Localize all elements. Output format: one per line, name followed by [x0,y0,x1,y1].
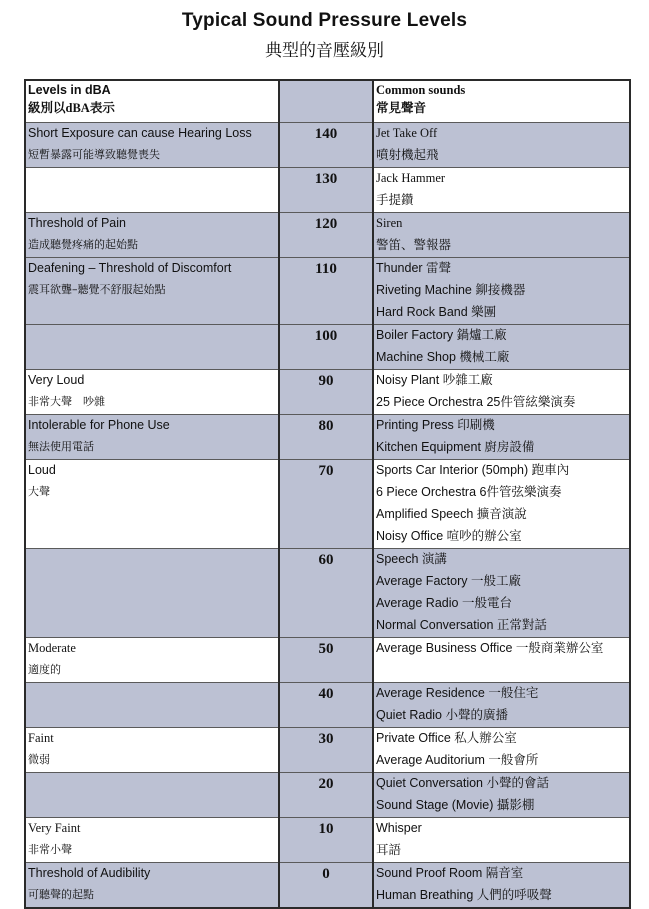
level-description [28,549,276,571]
common-sound: Sound Stage (Movie) 攝影棚 [376,798,535,812]
table-row [25,728,630,773]
common-sound: Quiet Conversation 小聲的會話 [376,776,549,790]
sounds-header-cn: 常見聲音 [376,101,427,115]
table-row [25,258,630,325]
db-value: 100 [279,325,373,370]
level-description-cn: 無法使用電話 [28,440,94,453]
levels-header-en: Levels in dBA [28,83,111,97]
level-description-cn: 微弱 [28,753,50,766]
level-description-cn: 造成聽覺疼痛的起始點 [28,238,138,251]
db-value: 20 [279,773,373,818]
common-sound: Siren [376,216,403,230]
page-title: Typical Sound Pressure Levels [181,10,468,31]
common-sound: Private Office 私人辦公室 [376,731,517,745]
common-sound: Average Business Office 一般商業辦公室 [376,641,604,655]
level-description: Deafening – Threshold of Discomfort [28,261,232,275]
common-sounds-cell [373,638,630,683]
level-description: Loud [28,463,56,477]
common-sound: Quiet Radio 小聲的廣播 [376,708,508,722]
db-value: 120 [279,213,373,258]
common-sounds-cell [373,325,630,370]
level-description-cn [28,795,276,817]
level-description-cell [25,818,279,863]
level-description-cn [28,705,276,727]
common-sounds-cell [373,728,630,773]
level-description-cn: 大聲 [28,485,50,498]
common-sound: Average Residence 一般住宅 [376,686,539,700]
common-sound: 6 Piece Orchestra 6件管弦樂演奏 [376,485,562,499]
common-sounds-cell [373,683,630,728]
level-description-cell [25,460,279,549]
common-sounds-cell [373,863,630,909]
table-row [25,638,630,683]
level-description-cn [28,347,276,369]
table-row [25,370,630,415]
level-description-cell [25,683,279,728]
common-sound: 噴射機起飛 [376,148,439,162]
level-description-cn: 適度的 [28,663,61,676]
common-sounds-cell [373,460,630,549]
level-description-cn [28,571,276,593]
db-value: 70 [279,460,373,549]
sound-levels-table [24,79,631,909]
level-description-cn [28,190,276,212]
level-description [28,168,276,190]
level-description-cell [25,638,279,683]
common-sound: Sound Proof Room 隔音室 [376,866,524,880]
db-value: 50 [279,638,373,683]
common-sound: Speech 演講 [376,552,447,566]
level-description: Very Loud [28,373,85,387]
level-description [28,773,276,795]
common-sound: Noisy Plant 吵雜工廠 [376,373,493,387]
level-description-cn: 震耳欲聾–聽覺不舒服起始點 [28,283,166,296]
common-sound: Sports Car Interior (50mph) 跑車內 [376,463,570,477]
common-sounds-cell [373,123,630,168]
common-sound: 25 Piece Orchestra 25件管絃樂演奏 [376,395,576,409]
common-sound: Boiler Factory 鍋爐工廠 [376,328,507,342]
common-sound: Noisy Office 喧吵的辦公室 [376,529,522,543]
common-sound: Human Breathing 人們的呼吸聲 [376,888,552,902]
db-value: 110 [279,258,373,325]
level-description [28,683,276,705]
level-description-cell [25,123,279,168]
level-description-cell [25,370,279,415]
common-sound: Machine Shop 機械工廠 [376,350,510,364]
common-sound: 手提鑽 [376,193,414,207]
common-sounds-cell [373,370,630,415]
db-value: 80 [279,415,373,460]
db-header [279,80,373,123]
level-description: Threshold of Audibility [28,866,151,880]
common-sound: Printing Press 印刷機 [376,418,495,432]
level-description [28,325,276,347]
sounds-header [373,80,630,123]
level-description: Very Faint [28,821,81,835]
level-description: Intolerable for Phone Use [28,418,170,432]
level-description: Faint [28,731,54,745]
level-description-cell [25,168,279,213]
levels-header-cn: 級別以dBA表示 [28,101,115,115]
level-description-cn: 可聽聲的起點 [28,888,94,901]
common-sound: 耳語 [376,843,402,857]
common-sound: Riveting Machine 鉚接機器 [376,283,526,297]
common-sounds-cell [373,818,630,863]
common-sound [376,660,627,682]
table-row [25,863,630,909]
common-sound: Amplified Speech 擴音演說 [376,507,527,521]
table-row [25,325,630,370]
level-description: Threshold of Pain [28,216,126,230]
common-sound: Jack Hammer [376,171,446,185]
db-value: 0 [279,863,373,909]
db-value: 60 [279,549,373,638]
page-subtitle: 典型的音壓級別 [265,41,384,61]
level-description-cn: 非常小聲 [28,843,72,856]
level-description-cell [25,258,279,325]
db-value: 30 [279,728,373,773]
db-value: 40 [279,683,373,728]
level-description: Short Exposure can cause Hearing Loss [28,126,252,140]
db-value: 130 [279,168,373,213]
table-row [25,213,630,258]
table-header-row [25,80,630,123]
level-description: Moderate [28,641,76,655]
level-description-cell [25,773,279,818]
common-sound: Normal Conversation 正常對話 [376,618,547,632]
sounds-header-en: Common sounds [376,83,466,97]
table-row [25,549,630,638]
table-row [25,460,630,549]
level-description-cn: 非常大聲 吵雜 [28,395,105,408]
common-sounds-cell [373,168,630,213]
table-row [25,415,630,460]
common-sound: Average Factory 一般工廠 [376,574,521,588]
level-description-cn: 短暫暴露可能導致聽覺喪失 [28,148,160,161]
common-sound: Hard Rock Band 樂團 [376,305,497,319]
level-description-cell [25,863,279,909]
common-sound: Kitchen Equipment 廚房設備 [376,440,535,454]
common-sound: Jet Take Off [376,126,438,140]
common-sound: Whisper [376,821,422,835]
common-sounds-cell [373,773,630,818]
db-value: 90 [279,370,373,415]
table-row [25,818,630,863]
level-description-cell [25,415,279,460]
common-sound: 警笛、警報器 [376,238,452,252]
level-description-cell [25,728,279,773]
db-value: 10 [279,818,373,863]
common-sounds-cell [373,213,630,258]
common-sounds-cell [373,258,630,325]
level-description-cell [25,325,279,370]
common-sound: Thunder 雷聲 [376,261,452,275]
common-sounds-cell [373,415,630,460]
common-sound: Average Auditorium 一般會所 [376,753,539,767]
level-description-cell [25,213,279,258]
common-sound: Average Radio 一般電台 [376,596,512,610]
table-row [25,168,630,213]
levels-header [25,80,279,123]
table-row [25,683,630,728]
common-sounds-cell [373,549,630,638]
table-row [25,773,630,818]
db-value: 140 [279,123,373,168]
table-body [25,123,630,909]
table-row [25,123,630,168]
level-description-cell [25,549,279,638]
